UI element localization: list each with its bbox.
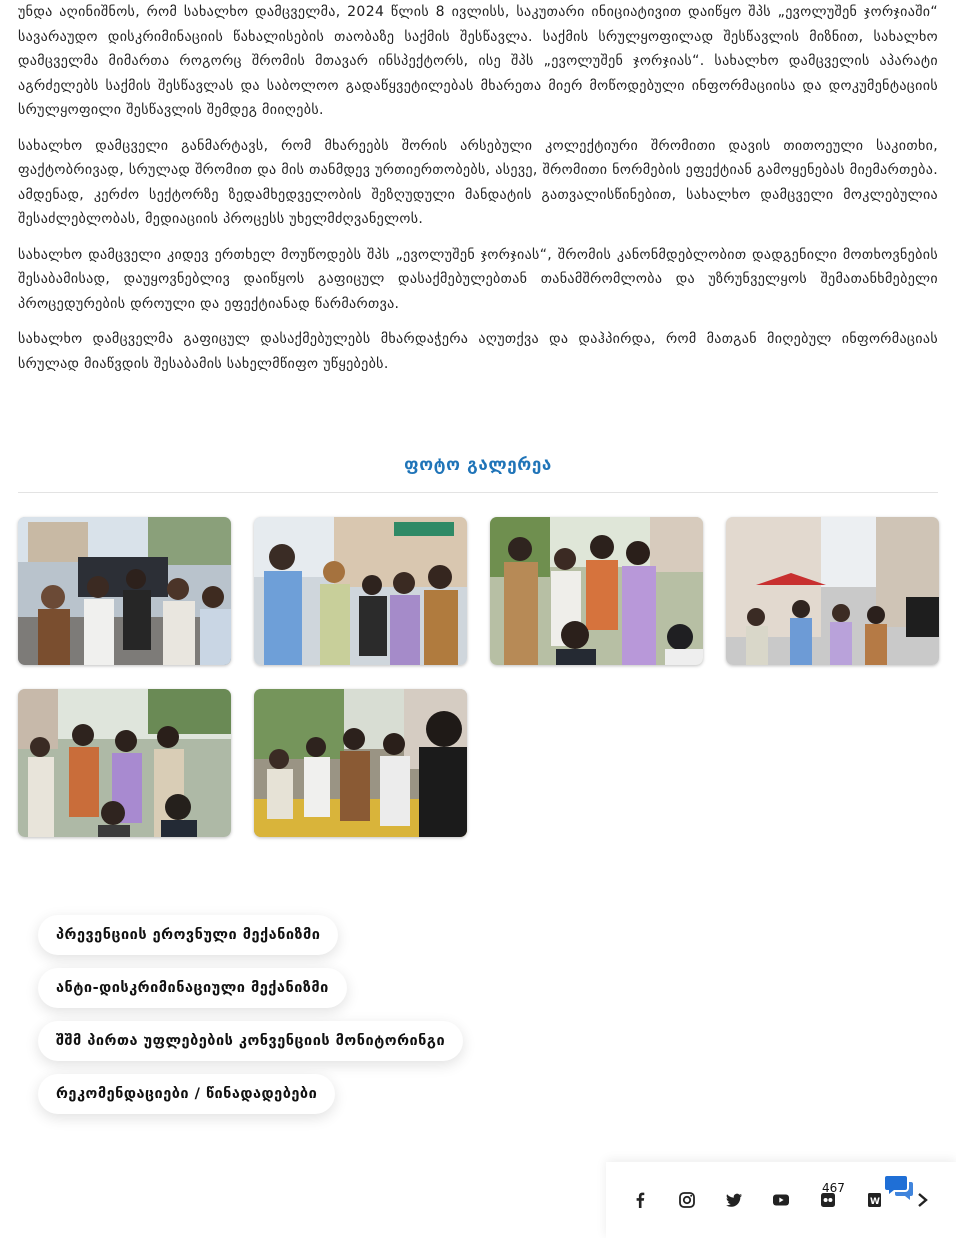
link-recommendations[interactable]: რეკომენდაციები / წინადადებები <box>38 1074 335 1114</box>
gallery-photo-5[interactable] <box>18 689 231 837</box>
svg-text:W: W <box>870 1197 880 1207</box>
gallery-title: ფოტო გალერეა <box>404 455 552 475</box>
visitor-counter: 467 <box>822 1181 845 1195</box>
chat-icon[interactable] <box>884 1172 916 1204</box>
article-body <box>18 0 938 387</box>
article-paragraph: სახალხო დამცველი განმარტავს, რომ მხარეებს შორის არსებული კოლექტიური შრომითი დავის თითოეული საკითხი, ფაქტობრივად, სრულად შრომით და მის თანმდევ ურთიერთობებს, ასევე, შრომითი ნორმების ეფექტიან გამოყენებას მიემართება. ამდენად, კერძო სექტორზე ზედამხედველობის შეზღუდული მანდატის გათვალისწინებით, სახალხო დამცველი მოკლებულია შესაძლებლობას, მედიაციის პროცესს უხელმძღვანელოს. <box>18 137 938 227</box>
gallery-divider <box>18 492 938 493</box>
gallery-photo-4[interactable] <box>726 517 939 665</box>
gallery-photo-1[interactable] <box>18 517 231 665</box>
link-preventive-mechanism[interactable]: პრევენციის ეროვნული მექანიზმი <box>38 915 338 955</box>
link-disability-convention-monitoring[interactable]: შშმ პირთა უფლებების კონვენციის მონიტორინგი <box>38 1021 463 1061</box>
instagram-icon[interactable] <box>677 1190 697 1210</box>
link-anti-discrimination-mechanism[interactable]: ანტი-დისკრიმინაციული მექანიზმი <box>38 968 347 1008</box>
gallery-photo-2[interactable] <box>254 517 467 665</box>
article-paragraph: სახალხო დამცველი კიდევ ერთხელ მოუწოდებს შპს „ევოლუშენ ჯორჯიას“, შრომის კანონმდებლობით დადგენილი მოთხოვნების შესაბამისად, დაუყოვნებლივ დაიწყოს გაფიცულ დასაქმებულებთან თანამშრომლობა და უზრუნველყოს შემათანხმებელი პროცედურების დროული და ეფექტიანად წარმართვა. <box>18 246 938 312</box>
gallery-photo-6[interactable] <box>254 689 467 837</box>
article-paragraph: სახალხო დამცველმა გაფიცულ დასაქმებულებს მხარდაჭერა აღუთქვა და დაჰპირდა, რომ მათგან მიღებულ ინფორმაციას სრულად მიაწვდის შესაბამის სახელმწიფო უწყებებს. <box>18 331 938 372</box>
youtube-icon[interactable] <box>771 1190 791 1210</box>
article-paragraph: უნდა აღინიშნოს, რომ სახალხო დამცველმა, 2024 წლის 8 ივლისს, საკუთარი ინიციატივით დაიწყო შპს „ევოლუშენ ჯორჯიაში“ სავარაუდო დისკრიმინაციის წახალისების თაობაზე საქმის შესწავლა. საქმის სრულყოფილად შესწავლის მიზნით, სახალხო დამცველმა მიმართა როგორც შრომის მთავარ ინსპექტორს, ისე შპს „ევოლუშენ ჯორჯიას“. სახალხო დამცველის აპარატი აგრძელებს საქმის შესწავლას და საბოლოო გადაწყვეტილებას მხარეთა მიერ მოწოდებული ინფორმაციისა და დოკუმენტაციის სრულყოფილი შესწავლის შემდეგ მიიღებს. <box>18 4 938 118</box>
gallery-photo-3[interactable] <box>490 517 703 665</box>
facebook-icon[interactable] <box>630 1190 650 1210</box>
web-icon[interactable] <box>865 1190 885 1210</box>
twitter-icon[interactable] <box>724 1190 744 1210</box>
